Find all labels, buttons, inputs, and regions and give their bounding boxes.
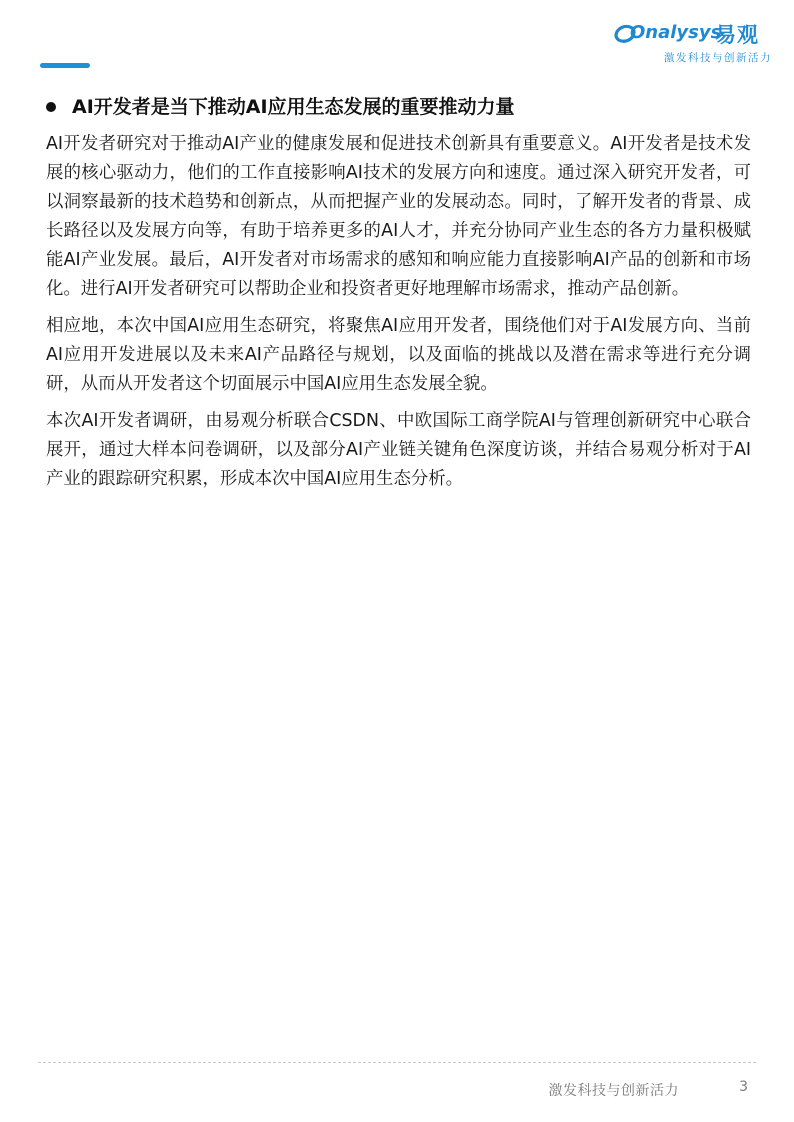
logo-wordmark: Onalysys xyxy=(630,22,722,43)
logo-slogan: 激发科技与创新活力 xyxy=(664,52,772,64)
logo-name-cn: 易观 xyxy=(715,23,759,47)
footer-slogan: 激发科技与创新活力 xyxy=(548,1083,679,1099)
section-heading xyxy=(46,94,751,120)
header-accent-bar xyxy=(40,63,90,68)
paragraph-3: 本次AI开发者调研，由易观分析联合CSDN、中欧国际工商学院AI与管理创新研究中心联合展开，通过大样本问卷调研，以及部分AI产业链关键角色深度访谈，并结合易观分析对于AI产业的跟踪研究积累，形成本次中国AI应用生态分析。 xyxy=(46,411,751,489)
paragraph-1: AI开发者研究对于推动AI产业的健康发展和促进技术创新具有重要意义。AI开发者是技术发展的核心驱动力，他们的工作直接影响AI技术的发展方向和速度。通过深入研究开发者，可以洞察最新的技术趋势和创新点，从而把握产业的发展动态。同时，了解开发者的背景、成长路径以及发展方向等，有助于培养更多的AI人才，并充分协同产业生态的各方力量积极赋能AI产业发展。最后，AI开发者对市场需求的感知和响应能力直接影响AI产品的创新和市场化。进行AI开发者研究可以帮助企业和投资者更好地理解市场需求，推动产品创新。 xyxy=(46,134,751,299)
page-number: 3 xyxy=(739,1079,748,1095)
analysys-logo xyxy=(612,18,772,66)
main-content xyxy=(46,94,751,502)
footer-divider xyxy=(38,1062,756,1063)
paragraph-2: 相应地，本次中国AI应用生态研究，将聚焦AI应用开发者，围绕他们对于AI发展方向、当前AI应用开发进展以及未来AI产品路径与规划，以及面临的挑战以及潜在需求等进行充分调研，从而从开发者这个切面展示中国AI应用生态发展全貌。 xyxy=(46,316,751,394)
section-heading-text: AI开发者是当下推动AI应用生态发展的重要推动力量 xyxy=(72,96,515,118)
bullet-icon xyxy=(46,102,56,112)
